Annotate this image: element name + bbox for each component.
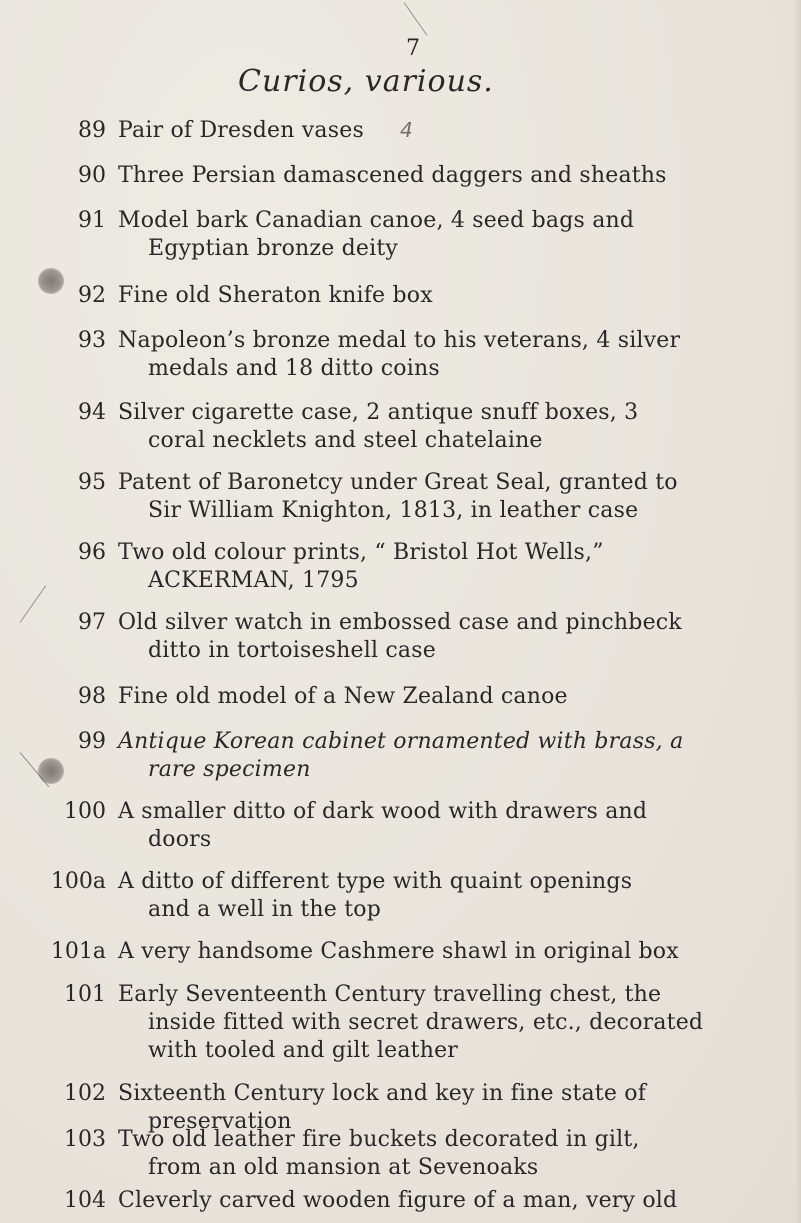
lot-description: A very handsome Cashmere shawl in original box xyxy=(118,939,679,964)
lot-description-continued: with tooled and gilt leather xyxy=(148,1038,459,1063)
lot-number: 93 xyxy=(78,328,106,353)
lot-number: 92 xyxy=(78,283,106,308)
pencil-price: 4 xyxy=(400,118,413,142)
lot-number: 104 xyxy=(64,1188,106,1213)
lot-number: 103 xyxy=(64,1127,106,1152)
lot-number: 91 xyxy=(78,208,106,233)
lot-description-continued: and a well in the top xyxy=(148,897,381,922)
lot-description: Two old leather fire buckets decorated in gilt, xyxy=(118,1127,640,1152)
lot-description-continued: ditto in tortoiseshell case xyxy=(148,638,436,663)
lot-description: Sixteenth Century lock and key in fine state of xyxy=(118,1081,647,1106)
lot-description-continued: doors xyxy=(148,827,212,852)
lot-description-continued: medals and 18 ditto coins xyxy=(148,356,440,381)
lot-number: 101a xyxy=(50,939,106,964)
lot-description: Fine old Sheraton knife box xyxy=(118,283,433,308)
lot-number: 89 xyxy=(78,118,106,143)
lot-number: 95 xyxy=(78,470,106,495)
lot-description-continued: coral necklets and steel chatelaine xyxy=(148,428,543,453)
pencil-stroke xyxy=(20,585,47,622)
lot-description-continued: Sir William Knighton, 1813, in leather case xyxy=(148,498,639,523)
lot-number: 96 xyxy=(78,540,106,565)
lot-number: 98 xyxy=(78,684,106,709)
lot-description-continued: Egyptian bronze deity xyxy=(148,236,399,261)
lot-description: Early Seventeenth Century travelling chest, the xyxy=(118,982,662,1007)
lot-description: A smaller ditto of dark wood with drawers and xyxy=(118,799,648,824)
lot-description: Napoleon’s bronze medal to his veterans, 4 silver xyxy=(118,328,681,353)
lot-description-continued: rare specimen xyxy=(148,757,311,782)
lot-description: Two old colour prints, “ Bristol Hot Wells,” xyxy=(118,540,604,565)
lot-description: A ditto of different type with quaint openings xyxy=(118,869,633,894)
lot-number: 101 xyxy=(64,982,106,1007)
lot-number: 90 xyxy=(78,163,106,188)
page-edge-shadow xyxy=(793,0,801,1223)
lot-description-continued: ACKERMAN, 1795 xyxy=(148,568,359,593)
lot-description: Antique Korean cabinet ornamented with brass, a xyxy=(118,729,684,754)
lot-number: 100a xyxy=(50,869,106,894)
page-number: 7 xyxy=(406,36,420,61)
lot-description: Patent of Baronetcy under Great Seal, granted to xyxy=(118,470,678,495)
lot-number: 102 xyxy=(64,1081,106,1106)
lot-description: Fine old model of a New Zealand canoe xyxy=(118,684,568,709)
lot-description: Three Persian damascened daggers and sheaths xyxy=(118,163,667,188)
lot-number: 97 xyxy=(78,610,106,635)
pencil-stroke xyxy=(404,2,428,35)
lot-description-continued: preservation xyxy=(148,1109,292,1134)
lot-number: 99 xyxy=(78,729,106,754)
lot-description-continued: from an old mansion at Sevenoaks xyxy=(148,1155,539,1180)
lot-description: Pair of Dresden vases xyxy=(118,118,364,143)
lot-description-continued: inside fitted with secret drawers, etc., decorated xyxy=(148,1010,704,1035)
section-heading: Curios, various. xyxy=(238,64,494,99)
lot-description: Cleverly carved wooden figure of a man, very old xyxy=(118,1188,678,1213)
lot-number: 94 xyxy=(78,400,106,425)
lot-description: Silver cigarette case, 2 antique snuff boxes, 3 xyxy=(118,400,639,425)
lot-number: 100 xyxy=(64,799,106,824)
lot-description: Model bark Canadian canoe, 4 seed bags and xyxy=(118,208,635,233)
lot-description: Old silver watch in embossed case and pinchbeck xyxy=(118,610,682,635)
